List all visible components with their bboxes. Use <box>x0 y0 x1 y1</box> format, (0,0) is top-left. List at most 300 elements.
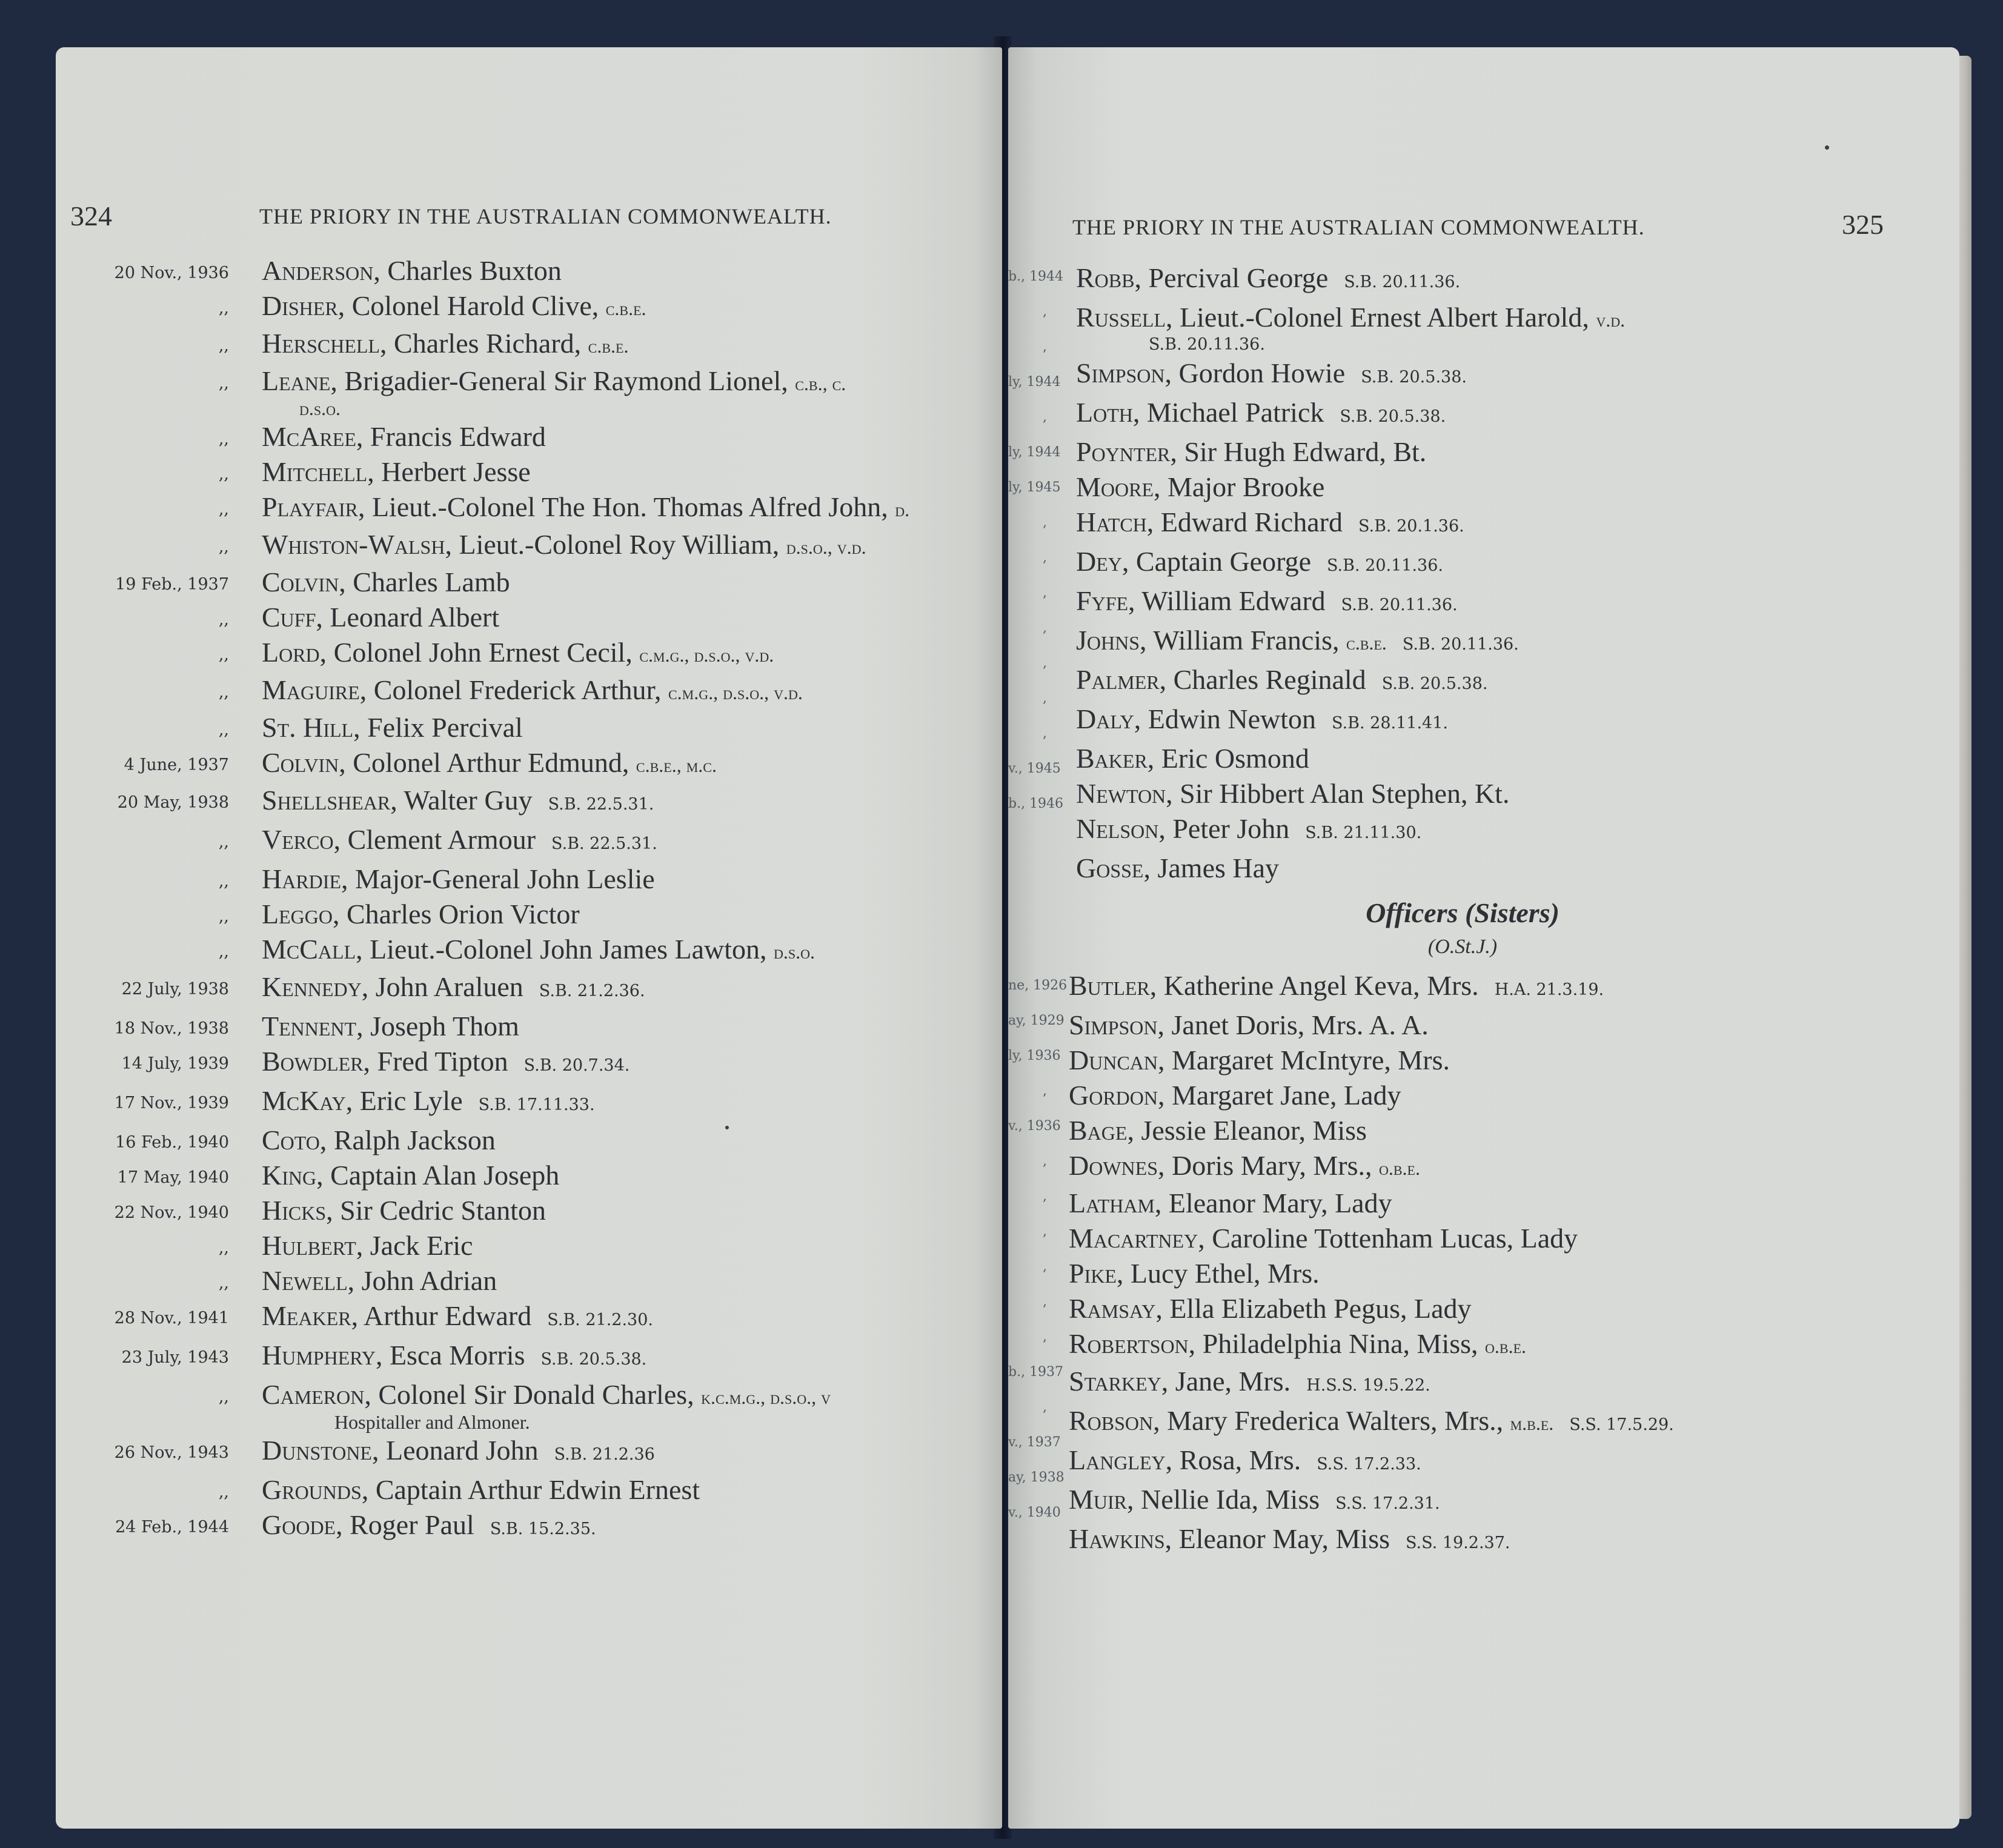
entry-date: 4 June, 1937 <box>124 756 229 774</box>
margin-fragment: , <box>1043 1259 1047 1274</box>
entry-given-names: , Captain George <box>1121 546 1312 577</box>
entry-given-names: , Charles Orion Victor <box>332 899 580 929</box>
entry-date: ,, <box>218 465 229 484</box>
ink-speck <box>725 1126 729 1129</box>
entry-given-names: , Caroline Tottenham Lucas, Lady <box>1198 1223 1578 1254</box>
entry-grade: S.B. 20.7.34. <box>523 1056 630 1075</box>
entry-given-names: , Major Brooke <box>1154 471 1325 502</box>
entry-surname: King <box>262 1160 317 1191</box>
entry-given-names: , Peter John <box>1158 813 1290 844</box>
entry-given-names: , Sir Hibbert Alan Stephen, Kt. <box>1166 778 1510 809</box>
margin-fragment: , <box>1043 1294 1047 1309</box>
entry-given-names: , Ella Elizabeth Pegus, Lady <box>1155 1293 1472 1324</box>
register-entry <box>121 1338 909 1377</box>
entry-date: ,, <box>218 942 229 961</box>
ink-speck <box>1825 145 1829 150</box>
entry-surname: Dey <box>1076 546 1122 577</box>
entry-grade: S.B. 20.5.38. <box>540 1350 647 1369</box>
margin-fragment: ly, 1936 <box>1008 1048 1061 1063</box>
entry-given-names: , Mary Frederica Walters, Mrs., <box>1153 1405 1510 1436</box>
entry-surname: Johns <box>1076 625 1140 656</box>
left-page <box>56 47 1002 1829</box>
entry-surname: Herschell <box>262 328 380 359</box>
entry-given-names: , Lieut.-Colonel Ernest Albert Harold, <box>1166 302 1596 333</box>
entry-date: 16 Feb., 1940 <box>115 1133 229 1152</box>
register-entry <box>218 1228 909 1263</box>
entry-surname: Russell <box>1076 302 1166 333</box>
entry-given-names: , James Hay <box>1143 853 1280 883</box>
entry-grade: S.B. 17.11.33. <box>478 1095 595 1114</box>
entry-surname: Dunstone <box>262 1435 372 1466</box>
entry-surname: Humphery <box>262 1340 376 1371</box>
entry-date: ,, <box>218 683 229 702</box>
register-entry <box>1069 1291 1674 1326</box>
register-entry <box>121 969 909 1009</box>
section-subtitle: (O.St.J.) <box>1427 936 1498 958</box>
entry-grade: S.B. 15.2.35. <box>490 1520 596 1538</box>
entry-surname: Palmer <box>1076 664 1160 695</box>
entry-grade: S.B. 20.11.36. <box>1341 596 1458 614</box>
margin-fragment: , <box>1043 1189 1047 1204</box>
entry-date: ,, <box>218 299 229 317</box>
register-entry <box>1076 356 1625 395</box>
entry-date: 22 Nov., 1940 <box>114 1203 229 1222</box>
entry-surname: Starkey <box>1069 1366 1161 1397</box>
entry-given-names: , Eleanor May, Miss <box>1164 1523 1390 1554</box>
entry-honours: c.b.e., m.c. <box>636 754 717 776</box>
register-entry <box>117 783 909 822</box>
entry-grade: S.S. 17.5.29. <box>1569 1415 1674 1434</box>
entry-given-names: , Felix Percival <box>353 712 523 743</box>
register-entry <box>218 897 909 932</box>
entry-given-names: , Janet Doris, Mrs. A. A. <box>1157 1009 1429 1040</box>
entry-grade: H.A. 21.3.19. <box>1494 980 1604 999</box>
margin-fragment: v., 1940 <box>1008 1505 1061 1520</box>
entry-surname: Bage <box>1069 1115 1128 1146</box>
register-entry <box>114 253 909 288</box>
entry-date: ,, <box>218 336 229 355</box>
right-page <box>1008 47 1959 1829</box>
entry-grade: S.S. 17.2.31. <box>1335 1494 1440 1513</box>
entry-grade: S.B. 22.5.31. <box>548 795 654 814</box>
entry-given-names: , John Araluen <box>361 971 523 1002</box>
register-entry <box>115 565 909 600</box>
register-entry <box>218 419 909 454</box>
register-entry <box>1069 1256 1674 1291</box>
entry-surname: Cameron <box>262 1379 365 1410</box>
entry-surname: Loth <box>1076 397 1133 428</box>
entry-given-names: , Colonel Sir Donald Charles, <box>364 1379 702 1410</box>
register-entry <box>218 326 909 364</box>
margin-fragment: , <box>1043 1329 1047 1344</box>
entry-surname: Daly <box>1076 703 1134 734</box>
margin-fragment: ly, 1944 <box>1008 445 1061 460</box>
entry-surname: Coto <box>262 1125 320 1155</box>
margin-fragment: , <box>1043 550 1047 565</box>
entry-given-names: , Katherine Angel Keva, Mrs. <box>1149 970 1479 1001</box>
entry-date: ,, <box>218 720 229 739</box>
entry-honours: d.s.o., v.d. <box>786 536 866 558</box>
entry-continuation: S.B. 20.11.36. <box>1149 335 1265 354</box>
entry-surname: Hawkins <box>1069 1523 1165 1554</box>
entry-given-names: , Percival George <box>1134 262 1329 293</box>
register-entry <box>218 454 909 490</box>
entry-grade: S.B. 28.11.41. <box>1332 714 1448 733</box>
entry-surname: Anderson <box>262 255 374 286</box>
entry-given-names: , Leonard Albert <box>316 602 500 633</box>
entry-surname: Latham <box>1069 1188 1155 1218</box>
entry-surname: Hatch <box>1076 507 1147 537</box>
entry-date: 23 July, 1943 <box>121 1348 229 1367</box>
entry-given-names: , Sir Hugh Edward, Bt. <box>1170 436 1427 467</box>
register-entry <box>121 1044 909 1083</box>
entry-grade: S.B. 20.11.36. <box>1344 273 1461 291</box>
register-entry <box>1076 702 1625 741</box>
entry-surname: Baker <box>1076 743 1148 774</box>
entry-grade: S.B. 20.5.38. <box>1340 407 1446 426</box>
register-entry <box>1069 1113 1674 1148</box>
entry-given-names: , Margaret Jane, Lady <box>1158 1080 1401 1111</box>
entry-surname: Duncan <box>1069 1045 1158 1075</box>
register-entry <box>1069 1443 1674 1482</box>
entry-given-names: , Doris Mary, Mrs., <box>1158 1150 1379 1181</box>
entry-given-names: , Francis Edward <box>356 421 546 452</box>
register-entry <box>1069 1364 1674 1403</box>
entry-given-names: , Michael Patrick <box>1132 397 1324 428</box>
entry-given-names: , John Adrian <box>347 1265 497 1296</box>
entry-surname: Leane <box>262 365 331 396</box>
running-head-left: THE PRIORY IN THE AUSTRALIAN COMMONWEALTH. <box>259 204 832 228</box>
entry-given-names: , William Edward <box>1128 585 1326 616</box>
entry-given-names: , William Francis, <box>1140 625 1347 656</box>
register-entry <box>114 1009 909 1044</box>
register-entry <box>1076 741 1625 776</box>
register-entry <box>1069 1403 1674 1443</box>
register-entry <box>1076 470 1625 505</box>
register-entry <box>1069 1221 1674 1256</box>
entry-given-names: , Captain Arthur Edwin Ernest <box>361 1474 700 1505</box>
entry-surname: Cuff <box>262 602 316 633</box>
register-entry <box>1069 1008 1674 1043</box>
register-entry <box>218 600 909 635</box>
entry-surname: Shellshear <box>262 785 391 816</box>
entry-surname: McCall <box>262 934 356 965</box>
entry-date: ,, <box>218 907 229 926</box>
register-entry <box>1069 1521 1674 1561</box>
entry-date: 26 Nov., 1943 <box>114 1443 229 1462</box>
entry-given-names: , Philadelphia Nina, Miss, <box>1188 1328 1486 1359</box>
entry-surname: Lord <box>262 637 320 668</box>
entry-grade: H.S.S. 19.5.22. <box>1306 1376 1430 1395</box>
margin-fragment: , <box>1043 726 1047 741</box>
entry-surname: Muir <box>1069 1484 1128 1515</box>
entry-surname: Goode <box>262 1509 336 1540</box>
entry-given-names: , Captain Alan Joseph <box>316 1160 560 1191</box>
entry-given-names: , Gordon Howie <box>1164 357 1346 388</box>
entry-date: ,, <box>218 1274 229 1292</box>
margin-fragment: b., 1946 <box>1008 796 1064 811</box>
register-entry <box>1076 395 1625 434</box>
entry-honours: m.b.e. <box>1510 1412 1554 1434</box>
register-entry <box>218 527 909 565</box>
entry-given-names: , Colonel Frederick Arthur, <box>359 674 668 705</box>
entry-grade: S.B. 21.2.30. <box>547 1311 653 1329</box>
entry-given-names: , Jack Eric <box>356 1230 473 1261</box>
register-entry <box>114 1083 909 1123</box>
entry-date: 20 May, 1938 <box>117 793 229 812</box>
register-entry <box>218 490 910 527</box>
entry-surname: Nelson <box>1076 813 1159 844</box>
entry-date: 14 July, 1939 <box>121 1054 229 1073</box>
register-entry <box>1076 261 1625 300</box>
register-entry <box>1076 300 1625 337</box>
register-entry <box>115 1123 909 1158</box>
entry-grade: S.S. 17.2.33. <box>1317 1455 1421 1474</box>
entry-surname: Tennent <box>262 1011 357 1042</box>
entry-date: ,, <box>218 872 229 891</box>
entry-surname: Bowdler <box>262 1046 364 1077</box>
entry-surname: Pike <box>1069 1258 1117 1289</box>
entry-continuation: d.s.o. <box>299 397 341 419</box>
entry-honours: k.c.m.g., d.s.o., v <box>701 1386 831 1408</box>
register-entry <box>1076 583 1625 623</box>
register-entry <box>1069 1078 1674 1113</box>
entry-surname: Gosse <box>1076 853 1144 883</box>
entry-surname: Hicks <box>262 1195 327 1226</box>
officers-list <box>1069 968 1674 1561</box>
entry-given-names: , Lieut.-Colonel The Hon. Thomas Alfred John, <box>357 491 895 522</box>
register-entry <box>218 932 909 969</box>
running-head-right: THE PRIORY IN THE AUSTRALIAN COMMONWEALTH. <box>1072 215 1645 239</box>
entry-honours: c.b.e. <box>588 335 629 357</box>
register-entry <box>218 710 909 745</box>
entry-given-names: , Eric Osmond <box>1147 743 1309 774</box>
margin-fragment: v., 1937 <box>1008 1435 1061 1450</box>
entry-surname: Maguire <box>262 674 360 705</box>
register-entry <box>1069 1148 1674 1186</box>
entry-surname: Mitchell <box>262 456 368 487</box>
section-title: Officers (Sisters) <box>1366 897 1560 928</box>
entry-given-names: , Nellie Ida, Miss <box>1127 1484 1320 1515</box>
margin-fragment: , <box>1043 1154 1047 1169</box>
register-entry <box>114 1433 909 1472</box>
margin-fragment: , <box>1043 620 1047 636</box>
entry-given-names: , Lucy Ethel, Mrs. <box>1116 1258 1320 1289</box>
margin-fragment: ly, 1945 <box>1008 480 1061 495</box>
margin-fragment: b., 1944 <box>1008 269 1064 284</box>
margin-fragment: , <box>1043 339 1047 354</box>
entry-honours: d. <box>895 499 910 520</box>
entry-surname: McKay <box>262 1085 346 1116</box>
entry-given-names: , Fred Tipton <box>363 1046 508 1077</box>
entry-surname: Hulbert <box>262 1230 356 1261</box>
entry-date: 24 Feb., 1944 <box>115 1518 229 1537</box>
entry-given-names: , Lieut.-Colonel John James Lawton, <box>356 934 774 965</box>
register-entry <box>218 673 909 710</box>
entry-grade: S.B. 20.11.36. <box>1327 556 1443 575</box>
margin-fragment: , <box>1043 1400 1047 1415</box>
margin-fragment: , <box>1043 515 1047 530</box>
register-entry <box>218 1263 909 1298</box>
entry-honours: c.b., c. <box>795 373 846 394</box>
entry-surname: Hardie <box>262 863 341 894</box>
entry-surname: Grounds <box>262 1474 362 1505</box>
entry-given-names: , Rosa, Mrs. <box>1165 1444 1301 1475</box>
entry-surname: Robertson <box>1069 1328 1189 1359</box>
entry-given-names: , Eric Lyle <box>345 1085 463 1116</box>
entry-honours: o.b.e. <box>1379 1157 1420 1179</box>
margin-fragment: , <box>1043 410 1047 425</box>
entry-given-names: , Major-General John Leslie <box>341 863 655 894</box>
left-entry-list <box>114 253 910 1547</box>
entry-grade: S.B. 20.11.36. <box>1402 635 1519 654</box>
page-edge <box>1959 56 1971 1819</box>
entry-date: ,, <box>218 610 229 629</box>
register-entry <box>115 1507 909 1547</box>
entry-grade: S.B. 21.2.36. <box>539 982 645 1000</box>
entry-surname: Verco <box>262 824 334 855</box>
register-entry <box>218 288 909 326</box>
margin-fragment: b., 1937 <box>1008 1364 1064 1380</box>
entry-surname: Newton <box>1076 778 1166 809</box>
register-entry <box>1076 662 1625 702</box>
entry-given-names: , Eleanor Mary, Lady <box>1154 1188 1392 1218</box>
entry-date: ,, <box>218 833 229 851</box>
entry-surname: Fyfe <box>1076 585 1129 616</box>
entry-date: ,, <box>218 1483 229 1501</box>
entry-given-names: , Clement Armour <box>333 824 536 855</box>
entry-date: 20 Nov., 1936 <box>114 264 229 282</box>
entry-given-names: , Charles Reginald <box>1159 664 1366 695</box>
entry-date: 28 Nov., 1941 <box>114 1309 229 1328</box>
entry-given-names: , Walter Guy <box>390 785 533 816</box>
register-entry <box>218 862 909 897</box>
margin-fragment: , <box>1043 691 1047 706</box>
entry-given-names: , Charles Lamb <box>339 567 510 597</box>
entry-honours: c.b.e. <box>605 297 646 319</box>
register-entry <box>1076 505 1625 544</box>
margin-fragment: , <box>1043 656 1047 671</box>
entry-given-names: , Colonel Arthur Edmund, <box>339 747 636 778</box>
entry-date: ,, <box>218 1238 229 1257</box>
entry-date: 17 May, 1940 <box>117 1168 229 1187</box>
entry-given-names: , Margaret McIntyre, Mrs. <box>1158 1045 1450 1075</box>
register-entry <box>1076 776 1625 811</box>
entry-grade: S.B. 21.11.30. <box>1305 823 1422 842</box>
right-entry-list <box>1076 261 1625 886</box>
entry-given-names: , Joseph Thom <box>356 1011 519 1042</box>
entry-date: 19 Feb., 1937 <box>115 575 229 594</box>
register-entry <box>124 745 909 783</box>
register-entry <box>117 1158 909 1193</box>
entry-given-names: , Ralph Jackson <box>319 1125 496 1155</box>
register-entry <box>1076 623 1625 662</box>
entry-surname: Leggo <box>262 899 333 929</box>
entry-given-names: , Colonel Harold Clive, <box>337 290 606 321</box>
margin-fragment: ne, 1926 <box>1008 978 1068 993</box>
register-entry <box>218 635 909 673</box>
entry-surname: Colvin <box>262 567 339 597</box>
entry-surname: Downes <box>1069 1150 1158 1181</box>
entry-given-names: , Arthur Edward <box>351 1300 532 1331</box>
entry-given-names: , Lieut.-Colonel Roy William, <box>445 529 786 560</box>
entry-given-names: , Jessie Eleanor, Miss <box>1127 1115 1367 1146</box>
entry-surname: Disher <box>262 290 338 321</box>
entry-surname: Ramsay <box>1069 1293 1156 1324</box>
register-entry <box>1076 851 1625 886</box>
entry-surname: Simpson <box>1076 357 1165 388</box>
entry-given-names: , Esca Morris <box>375 1340 525 1371</box>
entry-given-names: , Colonel John Ernest Cecil, <box>319 637 640 668</box>
entry-date: 22 July, 1938 <box>121 980 229 999</box>
margin-fragment: ay, 1938 <box>1008 1470 1065 1485</box>
entry-date: ,, <box>218 537 229 556</box>
entry-date: 18 Nov., 1938 <box>114 1019 229 1038</box>
entry-date: ,, <box>218 430 229 448</box>
entry-grade: S.B. 20.5.38. <box>1381 674 1488 693</box>
register-entry <box>1076 811 1625 851</box>
entry-honours: d.s.o. <box>774 941 815 963</box>
entry-grade: S.B. 20.1.36. <box>1358 517 1464 536</box>
margin-fragment: ay, 1929 <box>1008 1013 1065 1028</box>
entry-continuation: Hospitaller and Almoner. <box>334 1411 530 1433</box>
register-entry <box>1069 1186 1674 1221</box>
register-entry <box>1069 968 1674 1008</box>
entry-surname: Gordon <box>1069 1080 1158 1111</box>
entry-honours: c.b.e. <box>1346 632 1387 654</box>
entry-date: ,, <box>218 374 229 393</box>
entry-grade: S.B. 20.5.38. <box>1361 368 1467 387</box>
entry-date: ,, <box>218 500 229 519</box>
entry-honours: c.m.g., d.s.o., v.d. <box>639 644 774 666</box>
entry-surname: Macartney <box>1069 1223 1198 1254</box>
entry-date: 17 Nov., 1939 <box>114 1094 229 1112</box>
register-entry <box>218 822 909 862</box>
entry-given-names: , Roger Paul <box>336 1509 474 1540</box>
entry-surname: Robson <box>1069 1405 1154 1436</box>
entry-surname: Colvin <box>262 747 339 778</box>
entry-grade: S.B. 21.2.36 <box>554 1445 655 1464</box>
entry-surname: Whiston-Walsh <box>262 529 445 560</box>
margin-fragment: , <box>1043 1083 1047 1098</box>
register-entry <box>114 1298 909 1338</box>
register-entry <box>1069 1482 1674 1521</box>
entry-given-names: , Edwin Newton <box>1134 703 1317 734</box>
entry-given-names: , Charles Richard, <box>380 328 588 359</box>
entry-given-names: , Jane, Mrs. <box>1161 1366 1291 1397</box>
entry-given-names: , Sir Cedric Stanton <box>326 1195 546 1226</box>
page-number-right: 325 <box>1842 209 1884 240</box>
entry-surname: Simpson <box>1069 1009 1158 1040</box>
entry-given-names: , Leonard John <box>371 1435 539 1466</box>
entry-given-names: , Charles Buxton <box>373 255 562 286</box>
entry-given-names: , Herbert Jesse <box>367 456 531 487</box>
margin-fragment: v., 1945 <box>1008 761 1061 776</box>
margin-fragment: , <box>1043 585 1047 600</box>
entry-surname: Kennedy <box>262 971 362 1002</box>
entry-surname: St. Hill <box>262 712 354 743</box>
entry-given-names: , Brigadier-General Sir Raymond Lionel, <box>330 365 796 396</box>
margin-fragment: , <box>1043 304 1047 319</box>
page-number-left: 324 <box>70 201 112 231</box>
entry-given-names: , Edward Richard <box>1146 507 1343 537</box>
register-entry <box>114 1193 909 1228</box>
margin-fragment: v., 1936 <box>1008 1118 1061 1134</box>
entry-honours: o.b.e. <box>1485 1335 1527 1357</box>
entry-grade: S.B. 22.5.31. <box>551 834 657 853</box>
register-entry <box>1076 434 1625 470</box>
register-entry <box>218 1472 909 1507</box>
